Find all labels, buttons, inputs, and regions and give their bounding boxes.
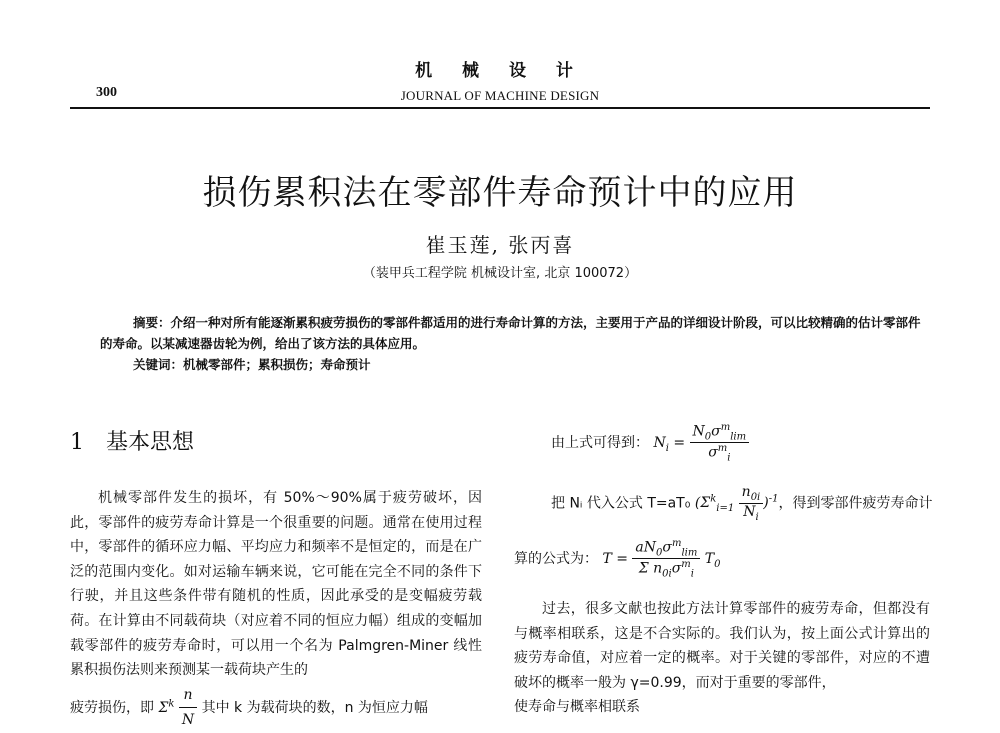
- abstract-text: 介绍一种对所有能逐渐累积疲劳损伤的零部件都适用的进行寿命计算的方法，主要用于产品的详细设计阶段，可以比较精确的估计零部件的寿命。以某减速器齿轮为例，给出了该方法的具体应用。: [100, 315, 921, 351]
- right-last-line: 使寿命与概率相联系: [514, 699, 640, 716]
- right-paragraph: 过去，很多文献也按此方法计算零部件的疲劳寿命，但都没有与概率相联系，这是不合实际的。我们认为，按上面公式计算出的疲劳寿命值，对应着一定的概率。对于关键的零部件，对应的不遭破坏的概率一般为 γ=0.99，而对于重要的零部件，: [514, 601, 930, 691]
- page-number: 300: [96, 85, 117, 100]
- keywords-text: 机械零部件；累积损伤；寿命预计: [183, 357, 371, 372]
- paper-authors: 崔玉莲, 张丙喜: [425, 233, 575, 257]
- header-rule: [70, 107, 930, 109]
- keywords-paragraph: [100, 354, 930, 375]
- section-number: 1: [70, 430, 84, 455]
- last-line-end: 其中 k 为载荷块的数，n 为恒应力幅: [201, 699, 428, 716]
- formula2-suffix: ，得到零部件疲劳寿命计: [778, 495, 933, 512]
- abstract-block: [100, 312, 930, 375]
- formula-line-1: [551, 422, 749, 464]
- formula3-prefix: 算的公式为：: [514, 550, 598, 567]
- section-title: 基本思想: [106, 430, 195, 455]
- formula-line-3: [514, 538, 721, 580]
- journal-title-en: JOURNAL OF MACHINE DESIGN: [400, 88, 600, 103]
- paper-title: 损伤累积法在零部件寿命预计中的应用: [202, 173, 798, 213]
- formula-t-final: T = $\frac{aN_0\sigma^m_{lim}}{\Sigma n_{0i}\sigma^m_i}$ $T_0$: [602, 538, 721, 580]
- section-last-line: [70, 683, 482, 733]
- section-heading: [70, 425, 194, 456]
- keywords-label: 关键词：: [133, 357, 184, 372]
- paper-affiliation: （装甲兵工程学院 机械设计室, 北京 100072）: [362, 266, 638, 281]
- formula2-prefix: 把 Nᵢ 代入公式 T=aT₀: [551, 495, 691, 512]
- formula-t-sum: ($\Sigma^k_{i=1}$ $\frac{n_{0i}}{N_i}$ )$^{-1}$: [694, 484, 779, 523]
- right-column-body: [514, 597, 930, 720]
- left-column-body: [70, 486, 482, 733]
- formula-ni: $N_i$ = $\frac{N_0\sigma^m_{lim}}{\sigma^m_i}$: [653, 435, 749, 451]
- section-paragraph: 机械零部件发生的损坏，有 50%～90%属于疲劳破坏，因此，零部件的疲劳寿命计算是一个很重要的问题。通常在使用过程中，零部件的循环应力幅、平均应力和频率不是恒定的，而是在广泛的范围内变化。如对运输车辆来说，它可能在完全不同的条件下行驶，并且这些条件带有随机的性质，因此承受的是变幅疲劳载荷。在计算由不同载荷块（对应着不同的恒应力幅）组成的变幅加载零部件的疲劳寿命时，可以用一个名为 Palmgren-Miner 线性累积损伤法则来预测某一载荷块产生的: [70, 490, 482, 679]
- abstract-label: 摘要：: [133, 315, 171, 330]
- abstract-paragraph: [100, 312, 930, 354]
- formula-line-2: [551, 484, 932, 523]
- sum-formula: $\Sigma^k$ $\frac{n}{N}$: [158, 700, 197, 716]
- last-line-start: 疲劳损伤，即: [70, 699, 154, 716]
- journal-title-cn: 机 械 设 计: [415, 61, 585, 81]
- formula1-prefix: 由上式可得到：: [551, 434, 649, 451]
